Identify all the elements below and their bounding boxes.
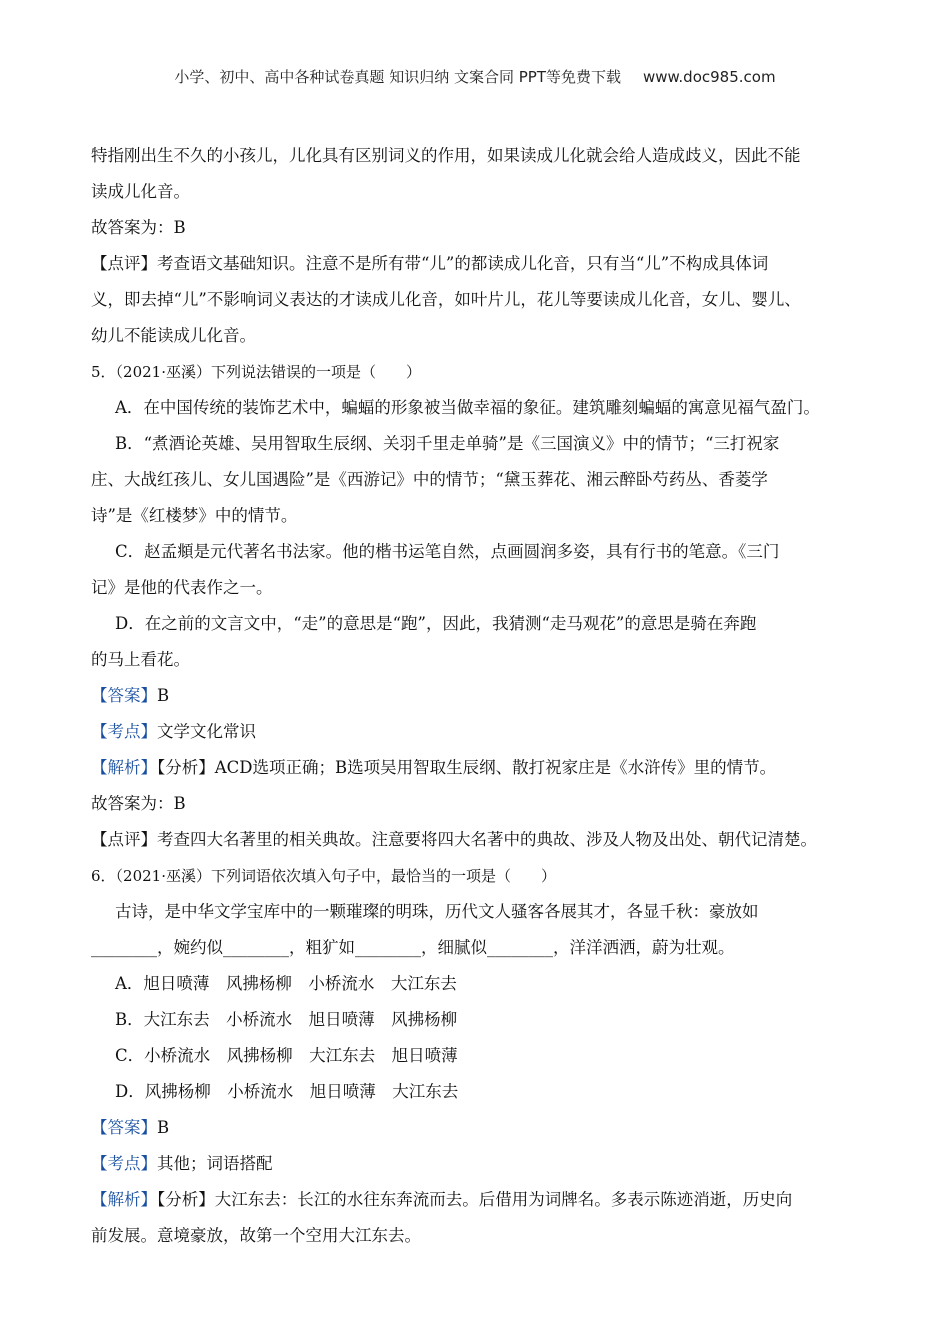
jiexi-text: 【分析】ACD选项正确；B选项吴用智取生辰纲、散打祝家庄是《水浒传》里的情节。 [157,758,777,777]
answer-line: 故答案为：B [91,218,186,237]
jiexi-label: 【解析】 [91,758,157,777]
q5-answer [91,678,861,714]
q5-option-c: C．赵孟頫是元代著名书法家。他的楷书运笔自然，点画圆润多姿，具有行书的笔意。《三门 [115,542,780,561]
q6-passage: 古诗，是中华文学宝库中的一颗璀璨的明珠，历代文人骚客各展其才，各显千秋：豪放如 [115,902,759,921]
q5-comment [91,822,861,858]
comment-text: 考查四大名著里的相关典故。注意要将四大名著中的典故、涉及人物及出处、朝代记清楚。 [157,830,817,849]
question-6-stem: 6．（2021·巫溪）下列词语依次填入句子中，最恰当的一项是（ ） [91,867,556,885]
comment-label: 【点评】 [91,254,157,273]
kaodian-value: 文学文化常识 [157,722,256,741]
q5-option-b: B．“煮酒论英雄、吴用智取生辰纲、关羽千里走单骑”是《三国演义》中的情节；“三打祝家 [115,434,780,453]
answer-label: 【答案】 [91,686,157,705]
question-5-stem: 5．（2021·巫溪）下列说法错误的一项是（ ） [91,363,421,381]
text-line: 特指刚出生不久的小孩儿，儿化具有区别词义的作用，如果读成儿化就会给人造成歧义，因此不能 [91,146,801,165]
q5-kaodian [91,714,861,750]
text-line: 诗”是《红楼梦》中的情节。 [91,506,298,525]
q6-option-b: B．大江东去 小桥流水 旭日喷薄 风拂杨柳 [115,1010,458,1029]
jiexi-label: 【解析】 [91,1190,157,1209]
kaodian-label: 【考点】 [91,722,157,741]
q5-jiexi [91,750,861,786]
text-line: 幼儿不能读成儿化音。 [91,326,256,345]
answer-value: B [157,686,170,705]
q6-option-d: D．风拂杨柳 小桥流水 旭日喷薄 大江东去 [115,1082,459,1101]
q5-option-d: D．在之前的文言文中，“走”的意思是“跑”，因此，我猜测“走马观花”的意思是骑在奔跑 [115,614,757,633]
document-body [91,138,861,1254]
kaodian-value: 其他；词语搭配 [157,1154,273,1173]
text-line: 义，即去掉“儿”不影响词义表达的才读成儿化音，如叶片儿，花儿等要读成儿化音，女儿、婴儿、 [91,290,801,309]
text-line: 庄、大战红孩儿、女儿国遇险”是《西游记》中的情节；“黛玉葬花、湘云醉卧芍药丛、香菱学 [91,470,768,489]
q6-kaodian [91,1146,861,1182]
text-line: 读成儿化音。 [91,182,190,201]
text-line: 记》是他的代表作之一。 [91,578,273,597]
answer-label: 【答案】 [91,1118,157,1137]
kaodian-label: 【考点】 [91,1154,157,1173]
q5-option-a: A．在中国传统的装饰艺术中，蝙蝠的形象被当做幸福的象征。建筑雕刻蝙蝠的寓意见福气盈门。 [115,398,820,417]
q5-final: 故答案为：B [91,794,186,813]
text-line: 前发展。意境豪放，故第一个空用大江东去。 [91,1226,421,1245]
q6-option-c: C．小桥流水 风拂杨柳 大江东去 旭日喷薄 [115,1046,458,1065]
jiexi-text: 【分析】大江东去：长江的水往东奔流而去。后借用为词牌名。多表示陈迹消逝，历史向 [157,1190,793,1209]
answer-value: B [157,1118,170,1137]
q6-option-a: A．旭日喷薄 风拂杨柳 小桥流水 大江东去 [115,974,457,993]
header-text: 小学、初中、高中各种试卷真题 知识归纳 文案合同 PPT等免费下载 [174,68,621,86]
text-line: 的马上看花。 [91,650,190,669]
page-header [0,66,950,87]
comment-text: 考查语文基础知识。注意不是所有带“儿”的都读成儿化音，只有当“儿”不构成具体词 [157,254,769,273]
header-site[interactable]: www.doc985.com [642,68,776,86]
comment-label: 【点评】 [91,830,157,849]
comment-line [91,246,861,282]
text-line: ________，婉约似________，粗犷如________，细腻似________，洋洋洒洒，蔚为壮观。 [91,938,735,957]
q6-answer [91,1110,861,1146]
q6-jiexi [91,1182,861,1218]
